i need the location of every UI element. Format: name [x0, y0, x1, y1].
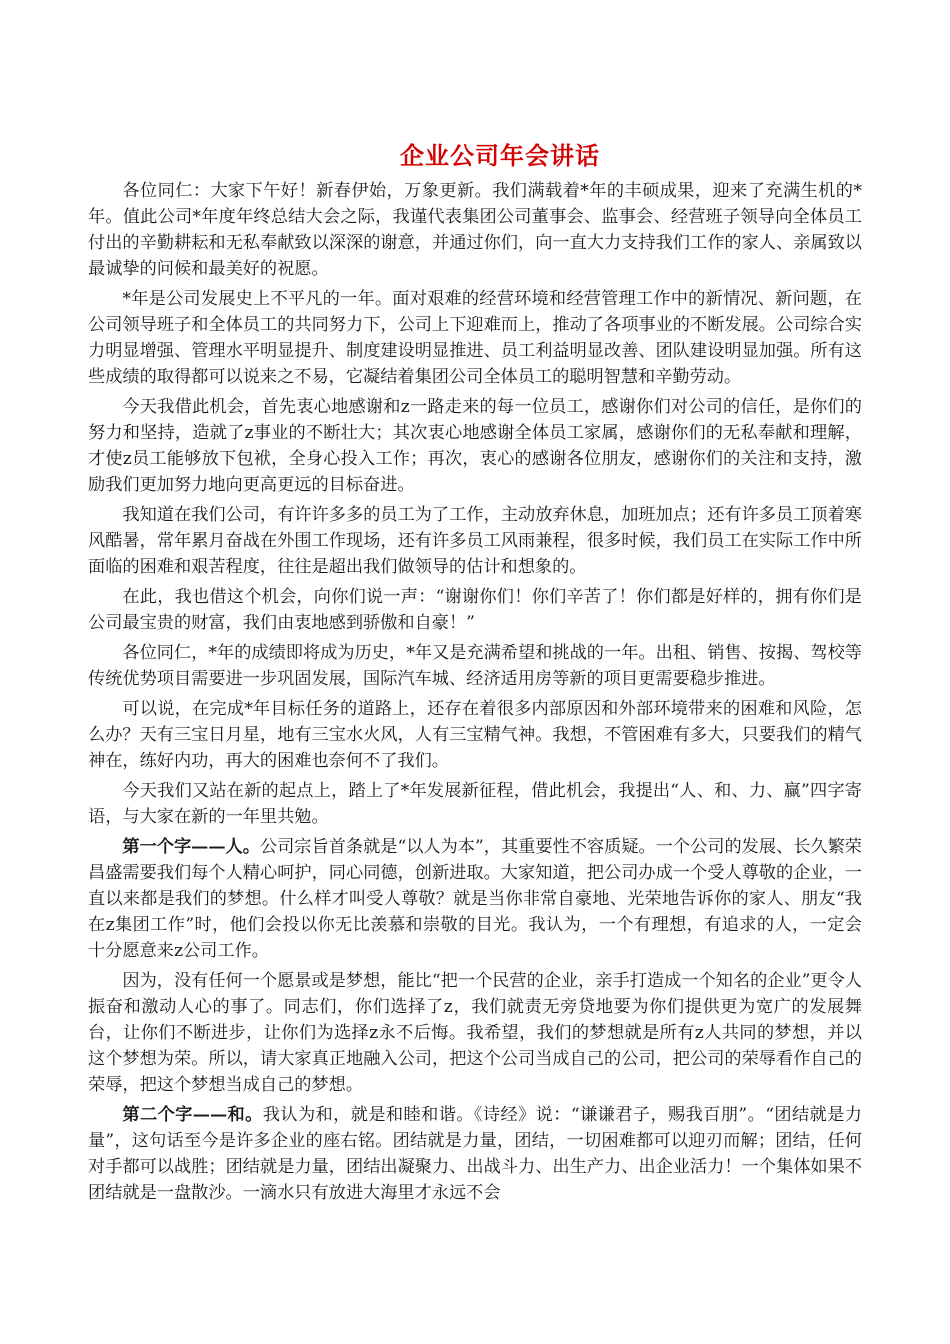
paragraph	[88, 696, 862, 774]
paragraph-text: 公司宗旨首条就是“以人为本”，其重要性不容质疑。一个公司的发展、长久繁荣昌盛需要我们每个人精心呵护，同心同德，创新进取。大家知道，把公司办成一个受人尊敬的企业，一直以来都是我们的梦想。什么样才叫受人尊敬？就是当你非常自豪地、光荣地告诉你的家人、朋友“我在z集团工作”时，他们会投以你无比羡慕和崇敬的目光。我认为，一个有理想，有追求的人，一定会十分愿意来z公司工作。	[88, 837, 862, 961]
paragraph	[88, 640, 862, 692]
paragraph-text: 今天我们又站在新的起点上，踏上了*年发展新征程，借此机会，我提出“人、和、力、赢”四字寄语，与大家在新的一年里共勉。	[88, 781, 862, 827]
document-title: 企业公司年会讲话	[400, 141, 600, 170]
paragraph	[88, 584, 862, 636]
paragraph-text: 各位同仁：大家下午好！新春伊始，万象更新。我们满载着*年的丰硕成果，迎来了充满生机的*年。值此公司*年度年终总结大会之际，我谨代表集团公司董事会、监事会、经营班子领导向全体员工付出的辛勤耕耘和无私奉献致以深深的谢意，并通过你们，向一直大力支持我们工作的家人、亲属致以最诚挚的问候和最美好的祝愿。	[88, 181, 862, 279]
paragraph-text: 因为，没有任何一个愿景或是梦想，能比“把一个民营的企业，亲手打造成一个知名的企业”更令人振奋和激动人心的事了。同志们，你们选择了z，我们就责无旁贷地要为你们提供更为宽广的发展舞台，让你们不断进步，让你们为选择z永不后悔。我希望，我们的梦想就是所有z人共同的梦想，并以这个梦想为荣。所以，请大家真正地融入公司，把这个公司当成自己的公司，把公司的荣辱看作自己的荣辱，把这个梦想当成自己的梦想。	[88, 971, 862, 1095]
paragraph-text: 今天我借此机会，首先衷心地感谢和z一路走来的每一位员工，感谢你们对公司的信任，是你们的努力和坚持，造就了z事业的不断壮大；其次衷心地感谢全体员工家属，感谢你们的无私奉献和理解，才使z员工能够放下包袱，全身心投入工作；再次，衷心的感谢各位朋友，感谢你们的关注和支持，激励我们更加努力地向更高更远的目标奋进。	[88, 397, 862, 495]
paragraph	[88, 286, 862, 390]
paragraph-text: 在此，我也借这个机会，向你们说一声：“谢谢你们！你们辛苦了！你们都是好样的，拥有你们是公司最宝贵的财富，我们由衷地感到骄傲和自豪！”	[88, 587, 862, 633]
paragraph-text: *年是公司发展史上不平凡的一年。面对艰难的经营环境和经营管理工作中的新情况、新问题，在公司领导班子和全体员工的共同努力下，公司上下迎难而上，推动了各项事业的不断发展。公司综合实力明显增强、管理水平明显提升、制度建设明显推进、员工利益明显改善、团队建设明显加强。所有这些成绩的取得都可以说来之不易，它凝结着集团公司全体员工的聪明智慧和辛勤劳动。	[88, 289, 862, 387]
document-page	[88, 138, 862, 1210]
paragraph	[88, 834, 862, 964]
paragraph	[88, 968, 862, 1098]
paragraph-text: 可以说，在完成*年目标任务的道路上，还存在着很多内部原因和外部环境带来的困难和风险，怎么办？天有三宝日月星，地有三宝水火风，人有三宝精气神。我想，不管困难有多大，只要我们的精气神在，练好内功，再大的困难也奈何不了我们。	[88, 699, 862, 771]
section-heading: 第二个字——和。	[122, 1105, 263, 1125]
paragraph	[88, 394, 862, 498]
paragraph	[88, 178, 862, 282]
paragraph-text: 我知道在我们公司，有许许多多的员工为了工作，主动放弃休息，加班加点；还有许多员工顶着寒风酷暑，常年累月奋战在外围工作现场，还有许多员工风雨兼程，很多时候，我们员工在实际工作中所面临的困难和艰苦程度，往往是超出我们做领导的估计和想象的。	[88, 505, 862, 577]
paragraph	[88, 1102, 862, 1206]
section-heading: 第一个字——人。	[122, 837, 260, 857]
paragraph	[88, 778, 862, 830]
paragraph	[88, 502, 862, 580]
paragraph-text: 各位同仁，*年的成绩即将成为历史，*年又是充满希望和挑战的一年。出租、销售、按揭、驾校等传统优势项目需要进一步巩固发展，国际汽车城、经济适用房等新的项目更需要稳步推进。	[88, 643, 862, 689]
paragraph-text: 我认为和，就是和睦和谐。《诗经》说：“谦谦君子，赐我百朋”。“团结就是力量”，这句话至今是许多企业的座右铭。团结就是力量，团结，一切困难都可以迎刃而解；团结，任何对手都可以战胜；团结就是力量，团结出凝聚力、出战斗力、出生产力、出企业活力！一个集体如果不团结就是一盘散沙。一滴水只有放进大海里才永远不会	[88, 1105, 862, 1203]
